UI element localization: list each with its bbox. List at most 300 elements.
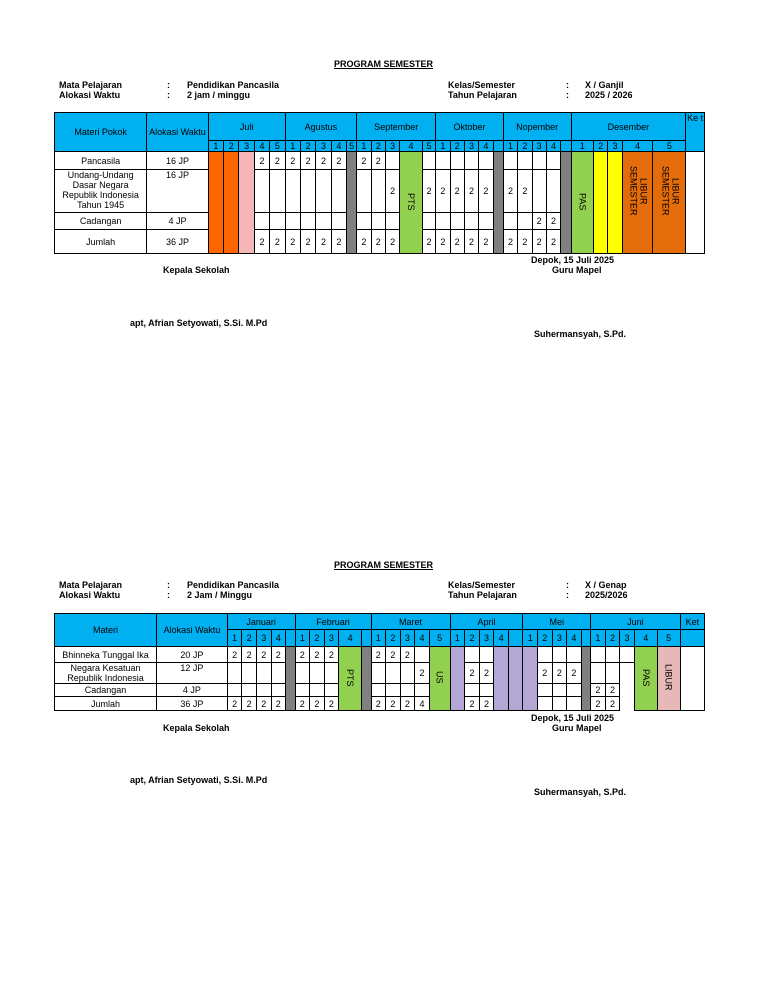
s2-cell: 2	[371, 647, 386, 663]
s1-week: 2	[594, 141, 608, 152]
s1-week: 3	[608, 141, 622, 152]
s2-cell	[605, 663, 620, 684]
s1-row-jp: 16 JP	[147, 170, 208, 213]
s2-cell	[552, 697, 567, 711]
s2-cell	[371, 663, 386, 684]
s1-week: 3	[316, 141, 331, 152]
s2-week: 3	[400, 630, 415, 647]
s1-week: 2	[300, 141, 315, 152]
s1-week: 1	[503, 141, 517, 152]
s2-cell: 2	[371, 697, 386, 711]
s2-cell: 2	[591, 684, 606, 697]
s2-cell	[400, 663, 415, 684]
s1-cell	[357, 170, 371, 213]
s2-week: 2	[242, 630, 257, 647]
s2-cell	[479, 647, 494, 663]
s2-cell: 2	[415, 663, 430, 684]
s2-cell: 2	[256, 647, 271, 663]
s1-week: 1	[436, 141, 450, 152]
s1-week: 1	[571, 141, 594, 152]
s2-cell	[567, 697, 582, 711]
s1-cell	[450, 213, 464, 230]
s2-schedule-table	[54, 613, 705, 711]
s1-cell: 2	[331, 152, 346, 170]
s2-cell	[256, 663, 271, 684]
s2-week: 3	[479, 630, 494, 647]
s2-pts-cell	[339, 647, 362, 711]
s2-cell	[310, 684, 325, 697]
s1-cell: 2	[357, 230, 371, 254]
s2-cell	[415, 684, 430, 697]
s2-week: 1	[371, 630, 386, 647]
s1-week: 2	[518, 141, 532, 152]
s2-week: 2	[386, 630, 401, 647]
s2-cell	[324, 684, 339, 697]
s1-cell	[385, 213, 399, 230]
s1-row-jp: 4 JP	[147, 213, 208, 230]
s1-cell: 2	[436, 170, 450, 213]
s1-cell	[422, 152, 435, 170]
s2-month: Mei	[523, 614, 591, 630]
s1-cell	[493, 152, 503, 254]
s1-cell: 2	[254, 152, 269, 170]
s2-week: 3	[620, 630, 635, 647]
s1-title: PROGRAM SEMESTER	[334, 59, 434, 69]
s1-pts-cell	[400, 152, 423, 254]
s2-cell: 2	[591, 697, 606, 711]
s2-week: 4	[634, 630, 657, 647]
s1-tahun-value: 2025 / 2026	[585, 90, 633, 100]
s1-cell	[285, 170, 300, 213]
s1-cell: 2	[503, 230, 517, 254]
s1-pas-cell	[571, 152, 594, 254]
s2-kelas-label: Kelas/Semester	[448, 580, 516, 590]
s2-cell	[271, 684, 286, 697]
s1-week: 3	[239, 141, 254, 152]
s2-week: 4	[271, 630, 286, 647]
s1-row-materi: Cadangan	[55, 213, 147, 230]
s2-date: Depok, 15 Juli 2025	[531, 713, 615, 723]
s1-cell	[331, 213, 346, 230]
s1-week: 1	[208, 141, 223, 152]
s2-cell	[295, 663, 310, 684]
s1-week: 4	[331, 141, 346, 152]
s1-cell: 2	[479, 170, 493, 213]
s1-cell	[436, 213, 450, 230]
s1-cell: 2	[464, 230, 478, 254]
s1-month: Juli	[208, 113, 285, 141]
s1-cell: 2	[464, 170, 478, 213]
s1-head-materi: Materi Pokok	[55, 113, 147, 152]
s2-head-alokasi: Alokasi Waktu	[157, 614, 228, 647]
s1-libur-cell	[622, 152, 653, 254]
s2-row-jp: 12 JP	[157, 663, 228, 684]
s1-week: 4	[546, 141, 560, 152]
s2-week	[581, 630, 590, 647]
s2-cell: 4	[415, 697, 430, 711]
s2-month: Maret	[371, 614, 450, 630]
s2-cell: 2	[271, 697, 286, 711]
s1-cell	[316, 170, 331, 213]
s2-tahun-value: 2025/2026	[585, 590, 628, 600]
s1-libur-cell	[653, 152, 686, 254]
s2-week	[362, 630, 371, 647]
s2-cell: 2	[552, 663, 567, 684]
s1-week: 5	[270, 141, 285, 152]
s1-libur-label: LIBUR SEMESTER	[660, 166, 681, 216]
s2-cell: 2	[567, 663, 582, 684]
s2-week: 3	[324, 630, 339, 647]
s1-cell: 2	[316, 152, 331, 170]
s1-week: 1	[285, 141, 300, 152]
s2-cell: 2	[256, 697, 271, 711]
s2-us-label: US	[434, 671, 445, 684]
s2-cell	[465, 647, 480, 663]
s2-cell	[494, 647, 509, 711]
s1-cell	[561, 152, 571, 254]
s2-guru-name: Suhermansyah, S.Pd.	[534, 787, 627, 797]
s1-month: September	[357, 113, 436, 141]
s2-alokasi-label: Alokasi Waktu	[59, 590, 121, 600]
s2-week: 5	[657, 630, 680, 647]
s2-colon: :	[167, 580, 170, 590]
s2-cell	[310, 663, 325, 684]
s2-week: 3	[256, 630, 271, 647]
s1-week: 4	[254, 141, 269, 152]
s1-libur-label: LIBUR SEMESTER	[628, 166, 649, 216]
s1-cell	[518, 152, 532, 170]
s2-cell: 2	[400, 647, 415, 663]
s1-month: Desember	[571, 113, 686, 141]
s1-cell	[224, 152, 239, 254]
s1-month: Nopember	[503, 113, 571, 141]
s1-week: 3	[464, 141, 478, 152]
s1-schedule-table	[54, 112, 705, 254]
s2-cell	[362, 647, 371, 711]
s1-ket-cell	[686, 152, 705, 254]
s1-colon: :	[566, 80, 569, 90]
s2-cell	[552, 647, 567, 663]
s1-cell	[436, 152, 450, 170]
s2-cell	[567, 647, 582, 663]
s2-week: 1	[591, 630, 606, 647]
s2-cell: 2	[605, 684, 620, 697]
s2-cell: 2	[465, 663, 480, 684]
s2-cell: 2	[465, 697, 480, 711]
s1-cell	[208, 152, 223, 254]
s1-kepala: Kepala Sekolah	[163, 265, 230, 275]
s1-guru: Guru Mapel	[552, 265, 602, 275]
s1-row-materi: Undang-Undang Dasar Negara Republik Indonesia Tahun 1945	[55, 170, 147, 213]
s2-cell	[567, 684, 582, 697]
s1-cell: 2	[285, 230, 300, 254]
s1-week: 5	[347, 141, 357, 152]
s1-cell: 2	[546, 213, 560, 230]
s2-cell	[286, 647, 295, 711]
s1-week: 1	[357, 141, 371, 152]
s2-cell	[295, 684, 310, 697]
s1-cell: 2	[503, 170, 517, 213]
s2-cell: 2	[386, 647, 401, 663]
s1-pts-label: PTS	[406, 192, 417, 211]
s2-cell: 2	[227, 647, 242, 663]
s1-cell: 2	[270, 230, 285, 254]
s1-colon: :	[167, 90, 170, 100]
s1-cell	[254, 213, 269, 230]
s2-mapel-label: Mata Pelajaran	[59, 580, 123, 590]
s1-colon: :	[566, 90, 569, 100]
s2-week: 1	[295, 630, 310, 647]
s1-cell	[254, 170, 269, 213]
s2-head-materi: Materi	[55, 614, 157, 647]
s2-colon: :	[167, 590, 170, 600]
s2-ket-cell	[680, 647, 704, 711]
s2-cell	[256, 684, 271, 697]
s1-cell	[316, 213, 331, 230]
s1-row-materi: Jumlah	[55, 230, 147, 254]
s1-alokasi-label: Alokasi Waktu	[59, 90, 121, 100]
s1-cell: 2	[371, 152, 385, 170]
s2-week: 5	[429, 630, 450, 647]
s2-cell	[508, 647, 523, 711]
s2-week: 2	[310, 630, 325, 647]
s1-cell: 2	[518, 230, 532, 254]
s1-cell	[422, 213, 435, 230]
s1-cell	[285, 213, 300, 230]
s2-guru: Guru Mapel	[552, 723, 602, 733]
s1-cell	[331, 170, 346, 213]
s2-cell: 2	[479, 697, 494, 711]
s2-pts-label: PTS	[345, 668, 356, 687]
s2-cell: 2	[386, 697, 401, 711]
s1-cell: 2	[270, 152, 285, 170]
s2-libur-cell	[657, 647, 680, 711]
s1-cell: 2	[546, 230, 560, 254]
s2-row-jp: 36 JP	[157, 697, 228, 711]
s1-week: 4	[400, 141, 423, 152]
s2-month: April	[450, 614, 523, 630]
s1-cell	[270, 213, 285, 230]
s1-month: Agustus	[285, 113, 357, 141]
s1-cell	[546, 170, 560, 213]
s1-cell	[532, 152, 546, 170]
s2-cell	[552, 684, 567, 697]
s2-cell: 2	[400, 697, 415, 711]
s1-week: 3	[385, 141, 399, 152]
s2-week: 4	[339, 630, 362, 647]
s1-row-materi: Pancasila	[55, 152, 147, 170]
s1-cell	[479, 152, 493, 170]
s1-guru-name: Suhermansyah, S.Pd.	[534, 329, 627, 339]
s2-row-materi: Jumlah	[55, 697, 157, 711]
s2-cell: 2	[479, 663, 494, 684]
s1-cell: 2	[300, 152, 315, 170]
s2-cell: 2	[605, 697, 620, 711]
s2-cell	[605, 647, 620, 663]
s2-cell	[242, 663, 257, 684]
s1-cell	[347, 152, 357, 254]
s1-head-alokasi: Alokasi Waktu	[147, 113, 208, 152]
s1-head-ket: Ke t	[686, 113, 705, 152]
s2-cell	[227, 684, 242, 697]
s1-cell: 2	[316, 230, 331, 254]
s1-cell	[300, 170, 315, 213]
s1-cell: 2	[422, 170, 435, 213]
s1-cell: 2	[479, 230, 493, 254]
s1-cell: 2	[385, 230, 399, 254]
s1-row-jp: 36 JP	[147, 230, 208, 254]
s1-cell: 2	[385, 170, 399, 213]
s1-week: 2	[450, 141, 464, 152]
s2-week	[680, 630, 704, 647]
s2-week: 4	[567, 630, 582, 647]
s1-cell: 2	[285, 152, 300, 170]
s2-week	[508, 630, 523, 647]
s1-cell	[300, 213, 315, 230]
s2-week: 2	[605, 630, 620, 647]
s2-week: 3	[552, 630, 567, 647]
s2-colon: :	[566, 580, 569, 590]
s1-mapel-value: Pendidikan Pancasila	[187, 80, 280, 90]
s2-row-materi: Negara Kesatuan Republik Indonesia	[55, 663, 157, 684]
s2-week: 2	[538, 630, 553, 647]
s2-us-cell	[429, 647, 450, 711]
s2-cell	[523, 647, 538, 711]
s2-title: PROGRAM SEMESTER	[334, 560, 434, 570]
s2-cell	[538, 647, 553, 663]
s1-kelas-label: Kelas/Semester	[448, 80, 516, 90]
s2-cell: 2	[227, 697, 242, 711]
s1-cell	[464, 213, 478, 230]
s2-cell	[479, 684, 494, 697]
s1-cell: 2	[331, 230, 346, 254]
s2-cell	[271, 663, 286, 684]
s2-cell: 2	[295, 697, 310, 711]
s1-week: 2	[224, 141, 239, 152]
s1-cell: 2	[254, 230, 269, 254]
s2-cell: 2	[324, 697, 339, 711]
s1-cell	[594, 152, 608, 254]
s1-cell	[479, 213, 493, 230]
s1-colon: :	[167, 80, 170, 90]
s2-kelas-value: X / Genap	[585, 580, 627, 590]
s1-cell	[546, 152, 560, 170]
s2-cell: 2	[538, 663, 553, 684]
s1-cell: 2	[532, 230, 546, 254]
s2-cell	[415, 647, 430, 663]
s1-cell	[385, 152, 399, 170]
s1-cell	[270, 170, 285, 213]
s1-week: 4	[622, 141, 653, 152]
s2-cell: 2	[310, 647, 325, 663]
s1-week: 2	[371, 141, 385, 152]
s1-cell: 2	[422, 230, 435, 254]
s2-month: Februari	[295, 614, 371, 630]
s2-cell	[620, 647, 635, 663]
s1-cell	[503, 213, 517, 230]
s1-date: Depok, 15 Juli 2025	[531, 255, 615, 265]
s2-row-materi: Bhinneka Tunggal Ika	[55, 647, 157, 663]
s2-week: 1	[450, 630, 465, 647]
s1-cell	[450, 152, 464, 170]
s1-cell	[357, 213, 371, 230]
s1-cell	[608, 152, 622, 254]
s2-cell	[591, 647, 606, 663]
s2-cell	[242, 684, 257, 697]
s1-week: 5	[653, 141, 686, 152]
s2-cell	[400, 684, 415, 697]
s1-week: 5	[422, 141, 435, 152]
s1-cell	[239, 152, 254, 254]
s1-month: Oktober	[436, 113, 504, 141]
s2-week: 4	[415, 630, 430, 647]
s2-cell: 2	[242, 647, 257, 663]
s1-cell: 2	[532, 213, 546, 230]
s2-month: Januari	[227, 614, 295, 630]
s1-kelas-value: X / Ganjil	[585, 80, 624, 90]
s1-kepala-name: apt, Afrian Setyowati, S.Si. M.Pd	[130, 318, 268, 328]
s1-cell: 2	[300, 230, 315, 254]
s1-cell: 2	[357, 152, 371, 170]
s1-cell	[532, 170, 546, 213]
s1-pas-label: PAS	[577, 192, 588, 211]
s2-week	[286, 630, 295, 647]
s1-cell	[371, 213, 385, 230]
s2-cell: 2	[295, 647, 310, 663]
s1-mapel-label: Mata Pelajaran	[59, 80, 123, 90]
s1-cell: 2	[518, 170, 532, 213]
s1-cell	[371, 170, 385, 213]
s2-cell	[227, 663, 242, 684]
s1-tahun-label: Tahun Pelajaran	[448, 90, 517, 100]
s2-kepala-name: apt, Afrian Setyowati, S.Si. M.Pd	[130, 775, 268, 785]
s1-alokasi-value: 2 jam / minggu	[187, 90, 251, 100]
s1-row-jp: 16 JP	[147, 152, 208, 170]
s1-week: 4	[479, 141, 493, 152]
s2-row-jp: 4 JP	[157, 684, 228, 697]
s2-row-jp: 20 JP	[157, 647, 228, 663]
s2-tahun-label: Tahun Pelajaran	[448, 590, 517, 600]
s2-pas-cell	[634, 647, 657, 711]
s1-cell: 2	[450, 170, 464, 213]
s1-cell	[464, 152, 478, 170]
s2-month: Juni	[591, 614, 681, 630]
s2-cell	[324, 663, 339, 684]
s2-libur-label: LIBUR	[663, 664, 674, 691]
s2-cell: 2	[310, 697, 325, 711]
s2-cell	[386, 663, 401, 684]
s2-cell	[371, 684, 386, 697]
s1-week: 3	[532, 141, 546, 152]
s2-cell	[465, 684, 480, 697]
s1-cell: 2	[371, 230, 385, 254]
s2-mapel-value: Pendidikan Pancasila	[187, 580, 280, 590]
s2-cell: 2	[324, 647, 339, 663]
s2-pas-label: PAS	[640, 668, 651, 687]
s2-cell: 2	[271, 647, 286, 663]
s2-week: 2	[465, 630, 480, 647]
s2-kepala: Kepala Sekolah	[163, 723, 230, 733]
s1-cell	[518, 213, 532, 230]
s2-row-materi: Cadangan	[55, 684, 157, 697]
s1-cell: 2	[450, 230, 464, 254]
s2-head-ket: Ket	[680, 614, 704, 630]
s1-cell: 2	[436, 230, 450, 254]
s2-week: 1	[227, 630, 242, 647]
s2-cell: 2	[242, 697, 257, 711]
s2-colon: :	[566, 590, 569, 600]
s2-cell	[386, 684, 401, 697]
